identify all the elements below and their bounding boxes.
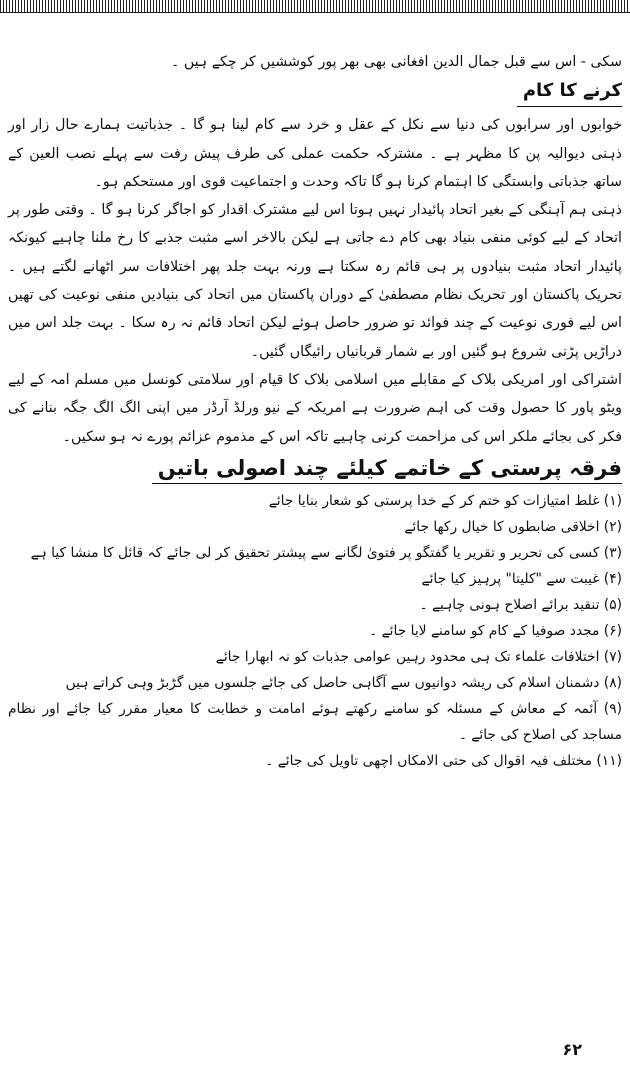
paragraph-3: اشتراکی اور امریکی بلاک کے مقابلے میں اسلامی بلاک کا قیام اور سلامتی کونسل میں مسلم امہ کے لیے ویٹو پاور کا حصول وقت کی اہم ضرورت ہے امریکہ کے نیو ورلڈ آرڈر میں اپنی الگ الگ جگہ بنانے کی فکر کی بجائے ملکر اس کی مزاحمت کرنی چاہیے تاکہ اس کے مذموم عزائم پورے نہ ہو سکیں۔ [8, 371, 622, 445]
list-item: (۱) غلط امتیازات کو ختم کر کے خدا پرستی کو شعار بنایا جائے [268, 492, 622, 509]
principles-list [8, 488, 622, 774]
section-heading-principles: فرقہ پرستی کے خاتمے کیلئے چند اصولی باتیں [152, 453, 622, 484]
intro-line: سکی - اس سے قبل جمال الدین افغانی بھی بھر پور کوششیں کر چکے ہیں ۔ [171, 54, 622, 70]
list-item: (۷) اختلافات علماء تک ہی محدود رہیں عوامی جذبات کو نہ ابھارا جائے [215, 648, 622, 665]
list-item: (۶) مجدد صوفیا کے کام کو سامنے لایا جائے ۔ [369, 622, 622, 639]
list-item: (۹) آئمہ کے معاش کے مسئلہ کو سامنے رکھتے ہوئے امامت و خطابت کا معیار مقرر کیا جائے اور نظام مساجد کی اصلاح کی جائے ۔ [8, 700, 622, 743]
page-content [8, 48, 622, 774]
section-heading-tasks: کرنے کا کام [517, 76, 622, 107]
list-item: (۸) دشمنان اسلام کی ریشہ دوانیوں سے آگاہی حاصل کی جائے جلسوں میں گڑبڑ وہی کراتے ہیں [65, 674, 622, 691]
list-item: (۳) کسی کی تحریر و تقریر یا گفتگو پر فتویٰ لگانے سے پیشتر تحقیق کر لی جائے کہ قائل کا منشا کیا ہے [30, 544, 622, 561]
paragraph-2: ذہنی ہم آہنگی کے بغیر اتحاد پائیدار نہیں ہوتا اس لیے مشترک اقدار کو اجاگر کرنا ہو گا ۔ وقتی طور پر اتحاد کے لیے کوئی منفی بنیاد بھی کام دے جاتی ہے لیکن بالاخر اسے مثبت جذبے کا رخ ملنا چاہیے کیونکہ پائیدار اتحاد مثبت بنیادوں پر ہی قائم رہ سکتا ہے ورنہ بہت جلد پھر اختلافات سر اٹھانے لگتے ہیں ۔ تحریک پاکستان اور تحریک نظام مصطفیٰ کے دوران پاکستان میں اتحاد کی بنیادیں منفی نوعیت کی تھیں اس لیے فوری نوعیت کے چند فوائد تو ضرور حاصل ہوئے لیکن اتحاد قائم نہ رہ سکا ۔ بہت جلد اس میں دراڑیں پڑنی شروع ہو گئیں اور بے شمار قربانیاں رائیگاں گئیں۔ [8, 202, 622, 360]
page-number: ۶۲ [562, 1040, 582, 1059]
top-border [0, 0, 630, 13]
paragraph-1: خوابوں اور سرابوں کی دنیا سے نکل کے عقل و خرد سے کام لینا ہو گا ۔ جذباتیت ہمارے حال زار اور ذہنی دیوالیہ پن کا مظہر ہے ۔ مشترکہ حکمت عملی کی طرف پیش رفت سے پہلے نصب العین کے ساتھ جذباتی وابستگی کا اہتمام کرنا ہو گا تاکہ وحدت و اجتماعیت قوی اور مستحکم ہو۔ [8, 117, 622, 190]
list-item: (۵) تنقید برائے اصلاح ہونی چاہیے ۔ [419, 596, 622, 613]
list-item: (۴) غیبت سے "کلیتا" پرہیز کیا جائے [421, 570, 622, 587]
list-item: (۱۱) مختلف فیہ اقوال کی حتی الامکاں اچھی تاویل کی جائے ۔ [265, 752, 622, 769]
list-item: (۲) اخلاقی ضابطوں کا خیال رکھا جائے [404, 518, 622, 535]
